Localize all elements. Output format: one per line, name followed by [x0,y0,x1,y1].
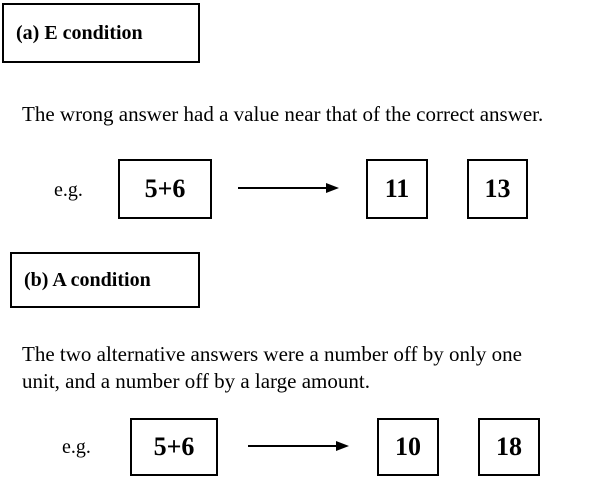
condition-b-description-line-2: unit, and a number off by a large amount. [22,369,370,393]
condition-b-arrow [248,439,350,453]
condition-b-description-line-1: The two alternative answers were a number off by only one [22,342,522,366]
condition-a-option-1: 11 [384,174,410,203]
condition-b-option-2-box [478,418,540,476]
condition-a-option-1-box [366,159,428,219]
condition-a-option-2: 13 [484,174,511,203]
condition-a-problem: 5+6 [144,174,186,203]
condition-b-option-1-box [377,418,439,476]
condition-a-title-box [2,3,200,63]
condition-a-description: The wrong answer had a value near that of the correct answer. [22,102,544,126]
condition-b-problem-box [130,418,218,476]
condition-b-title-box [10,252,200,308]
condition-b-option-1: 10 [395,432,421,461]
condition-a-problem-box [118,159,212,219]
condition-a-eg-label: e.g. [54,179,83,201]
condition-a-arrow [238,181,340,195]
condition-a-title: (a) E condition [16,21,143,44]
condition-b-title: (b) A condition [24,268,151,291]
condition-b-option-2: 18 [496,432,522,461]
condition-b-problem: 5+6 [153,432,195,461]
condition-b-eg-label: e.g. [62,436,91,458]
condition-a-option-2-box [467,159,528,219]
